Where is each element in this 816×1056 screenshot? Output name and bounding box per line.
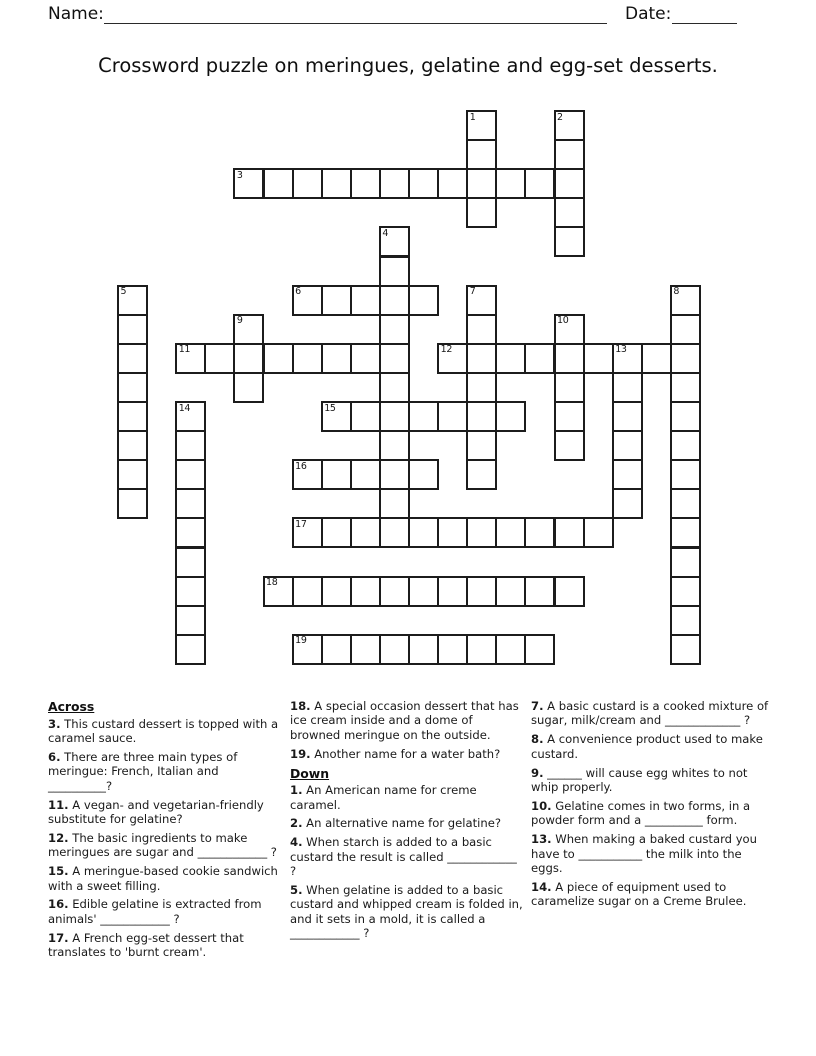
grid-cell[interactable] <box>379 517 410 548</box>
clue-text: When making a baked custard you have to ___________ the milk into the eggs. <box>531 832 757 876</box>
clue-7-down <box>531 699 773 728</box>
grid-cell[interactable] <box>379 256 410 287</box>
grid-cell[interactable] <box>321 576 352 607</box>
grid-cell[interactable] <box>379 634 410 665</box>
down-heading: Down <box>290 765 330 781</box>
clue-number: 18. <box>290 699 311 713</box>
grid-cell[interactable] <box>554 517 585 548</box>
clue-number: 11. <box>48 797 69 812</box>
grid-cell[interactable] <box>292 285 323 316</box>
grid-cell[interactable] <box>437 168 468 199</box>
clue-5-down <box>290 883 523 941</box>
grid-cell[interactable] <box>612 459 643 490</box>
grid-cell[interactable] <box>233 343 264 374</box>
grid-cell[interactable] <box>408 517 439 548</box>
grid-cell[interactable] <box>408 634 439 665</box>
grid-cell[interactable] <box>117 285 148 316</box>
grid-cell[interactable] <box>175 517 206 548</box>
clue-text: A special occasion dessert that has ice cream inside and a dome of browned meringue on the outside. <box>290 699 519 742</box>
cell-number: 11 <box>178 344 191 356</box>
grid-cell[interactable] <box>350 168 381 199</box>
grid-cell[interactable] <box>466 197 497 228</box>
grid-cell[interactable] <box>175 576 206 607</box>
clue-text: An alternative name for gelatine? <box>302 816 502 831</box>
grid-cell[interactable] <box>292 459 323 490</box>
grid-cell[interactable] <box>350 634 381 665</box>
grid-cell[interactable] <box>321 517 352 548</box>
grid-cell[interactable] <box>379 168 410 199</box>
clue-number: 7. <box>531 699 544 713</box>
cell-number: 13 <box>615 344 627 356</box>
cell-number: 18 <box>266 577 278 589</box>
grid-cell[interactable] <box>670 343 701 374</box>
grid-cell[interactable] <box>292 576 323 607</box>
clue-number: 17. <box>48 930 69 945</box>
clue-number: 2. <box>290 816 303 831</box>
grid-cell[interactable] <box>350 285 381 316</box>
clue-number: 4. <box>290 835 303 850</box>
grid-cell[interactable] <box>321 285 352 316</box>
grid-cell[interactable] <box>117 459 148 490</box>
clue-13-down <box>531 832 773 875</box>
grid-cell[interactable] <box>437 634 468 665</box>
grid-cell[interactable] <box>670 634 701 665</box>
grid-cell[interactable] <box>408 285 439 316</box>
grid-cell[interactable] <box>612 401 643 432</box>
cell-number: 17 <box>295 518 307 530</box>
grid-cell[interactable] <box>612 372 643 403</box>
across-heading: Across <box>48 699 95 714</box>
grid-cell[interactable] <box>554 226 585 257</box>
clue-number: 10. <box>531 798 552 813</box>
clue-1-down <box>290 783 523 812</box>
grid-cell[interactable] <box>321 343 352 374</box>
grid-cell[interactable] <box>670 430 701 461</box>
clue-text: The basic ingredients to make meringues are sugar and ____________ ? <box>48 830 277 860</box>
clue-2-down <box>290 816 523 830</box>
date-label: Date: <box>625 4 672 24</box>
grid-cell[interactable] <box>495 634 526 665</box>
cell-number: 4 <box>382 227 389 239</box>
grid-cell[interactable] <box>408 168 439 199</box>
grid-cell[interactable] <box>466 576 497 607</box>
grid-cell[interactable] <box>175 430 206 461</box>
clue-text: This custard dessert is topped with a caramel sauce. <box>48 716 279 745</box>
clue-9-down <box>531 766 773 795</box>
grid-cell[interactable] <box>554 168 585 199</box>
grid-cell[interactable] <box>379 488 410 519</box>
grid-cell[interactable] <box>466 110 497 141</box>
clue-number: 16. <box>48 897 69 912</box>
grid-cell[interactable] <box>117 314 148 345</box>
grid-cell[interactable] <box>554 372 585 403</box>
grid-cell[interactable] <box>554 197 585 228</box>
grid-cell[interactable] <box>466 459 497 490</box>
clue-number: 3. <box>48 716 61 731</box>
name-label: Name: <box>48 4 104 24</box>
clue-text: A convenience product used to make custard. <box>531 732 763 761</box>
grid-cell[interactable] <box>408 459 439 490</box>
grid-cell[interactable] <box>495 576 526 607</box>
cell-number: 6 <box>295 286 301 298</box>
clue-17-across <box>48 931 286 960</box>
clue-number: 14. <box>531 879 552 894</box>
cell-number: 14 <box>178 402 191 414</box>
grid-cell[interactable] <box>233 314 264 345</box>
clue-number: 12. <box>48 830 69 845</box>
grid-cell[interactable] <box>350 576 381 607</box>
grid-cell[interactable] <box>670 517 701 548</box>
clue-3-across <box>48 717 286 746</box>
clue-text: A basic custard is a cooked mixture of sugar, milk/cream and _____________ ? <box>531 699 769 728</box>
grid-cell[interactable] <box>524 576 555 607</box>
grid-cell[interactable] <box>379 372 410 403</box>
grid-cell[interactable] <box>466 139 497 170</box>
grid-cell[interactable] <box>670 314 701 345</box>
clues-column-3 <box>531 699 773 913</box>
grid-cell[interactable] <box>495 401 526 432</box>
cell-number: 12 <box>440 344 453 356</box>
grid-cell[interactable] <box>641 343 672 374</box>
grid-cell[interactable] <box>379 401 410 432</box>
grid-cell[interactable] <box>583 343 614 374</box>
puzzle-title: Crossword puzzle on meringues, gelatine and egg-set desserts. <box>98 54 718 77</box>
grid-cell[interactable] <box>466 343 497 374</box>
clue-10-down <box>531 799 773 828</box>
clue-number: 1. <box>290 783 303 798</box>
cell-number: 10 <box>557 315 569 327</box>
clue-16-across <box>48 897 286 926</box>
clue-number: 5. <box>290 883 303 898</box>
clue-text: A vegan- and vegetarian-friendly substitute for gelatine? <box>48 797 264 826</box>
clue-8-down <box>531 732 773 761</box>
grid-cell[interactable] <box>670 372 701 403</box>
grid-cell[interactable] <box>466 401 497 432</box>
grid-cell[interactable] <box>263 576 294 607</box>
grid-cell[interactable] <box>670 285 701 316</box>
grid-cell[interactable] <box>379 343 410 374</box>
grid-cell[interactable] <box>117 401 148 432</box>
clue-number: 19. <box>290 746 311 761</box>
grid-cell[interactable] <box>175 343 206 374</box>
grid-cell[interactable] <box>379 459 410 490</box>
grid-cell[interactable] <box>554 343 585 374</box>
grid-cell[interactable] <box>670 547 701 578</box>
grid-cell[interactable] <box>379 314 410 345</box>
grid-cell[interactable] <box>321 634 352 665</box>
grid-cell[interactable] <box>466 517 497 548</box>
grid-cell[interactable] <box>495 343 526 374</box>
grid-cell[interactable] <box>612 430 643 461</box>
cell-number: 15 <box>324 402 336 414</box>
grid-cell[interactable] <box>437 576 468 607</box>
clue-text: Edible gelatine is extracted from animals' ____________ ? <box>48 897 262 926</box>
grid-cell[interactable] <box>263 168 294 199</box>
grid-cell[interactable] <box>466 285 497 316</box>
cell-number: 7 <box>469 286 476 298</box>
cell-number: 19 <box>295 635 307 647</box>
grid-cell[interactable] <box>263 343 294 374</box>
grid-cell[interactable] <box>554 314 585 345</box>
clue-18-across <box>290 699 523 742</box>
clue-14-down <box>531 880 773 909</box>
clue-text: When gelatine is added to a basic custard and whipped cream is folded in, and it sets in a mold, it is called a ____________ ? <box>290 883 523 941</box>
grid-cell[interactable] <box>175 459 206 490</box>
grid-cell[interactable] <box>175 547 206 578</box>
clue-text: A piece of equipment used to caramelize sugar on a Creme Brulee. <box>531 879 747 909</box>
grid-cell[interactable] <box>175 488 206 519</box>
grid-cell[interactable] <box>292 517 323 548</box>
grid-cell[interactable] <box>175 605 206 636</box>
grid-cell[interactable] <box>175 634 206 665</box>
clues-column-1 <box>48 699 286 964</box>
grid-cell[interactable] <box>466 372 497 403</box>
grid-cell[interactable] <box>670 401 701 432</box>
grid-cell[interactable] <box>292 634 323 665</box>
clue-4-down <box>290 835 523 878</box>
cell-number: 9 <box>236 315 243 327</box>
grid-cell[interactable] <box>408 576 439 607</box>
grid-cell[interactable] <box>554 576 585 607</box>
cell-number: 5 <box>120 286 127 298</box>
grid-cell[interactable] <box>583 517 614 548</box>
cell-number: 16 <box>295 460 307 472</box>
grid-cell[interactable] <box>350 459 381 490</box>
grid-cell[interactable] <box>204 343 235 374</box>
clues-column-2 <box>290 699 523 945</box>
grid-cell[interactable] <box>321 401 352 432</box>
grid-cell[interactable] <box>117 488 148 519</box>
grid-cell[interactable] <box>554 110 585 141</box>
grid-cell[interactable] <box>292 343 323 374</box>
cell-number: 1 <box>469 111 476 123</box>
grid-cell[interactable] <box>233 372 264 403</box>
clue-text: An American name for creme caramel. <box>290 783 477 812</box>
clue-text: There are three main types of meringue: French, Italian and __________? <box>48 749 238 793</box>
clue-12-across <box>48 831 286 860</box>
grid-cell[interactable] <box>670 488 701 519</box>
cell-number: 2 <box>557 111 563 123</box>
grid-cell[interactable] <box>292 168 323 199</box>
grid-cell[interactable] <box>466 634 497 665</box>
grid-cell[interactable] <box>612 343 643 374</box>
cell-number: 3 <box>236 169 243 181</box>
grid-cell[interactable] <box>466 314 497 345</box>
grid-cell[interactable] <box>117 343 148 374</box>
grid-cell[interactable] <box>670 605 701 636</box>
clue-number: 6. <box>48 749 61 764</box>
clue-number: 13. <box>531 832 552 847</box>
clue-text: When starch is added to a basic custard the result is called ____________ ? <box>290 835 517 879</box>
grid-cell[interactable] <box>350 343 381 374</box>
grid-cell[interactable] <box>495 168 526 199</box>
clue-number: 8. <box>531 732 544 747</box>
grid-cell[interactable] <box>554 401 585 432</box>
grid-cell[interactable] <box>379 285 410 316</box>
grid-cell[interactable] <box>554 430 585 461</box>
grid-cell[interactable] <box>379 226 410 257</box>
grid-cell[interactable] <box>524 168 555 199</box>
grid-cell[interactable] <box>524 634 555 665</box>
cell-number: 8 <box>673 286 680 298</box>
clue-number: 9. <box>531 765 544 780</box>
grid-cell[interactable] <box>495 517 526 548</box>
clue-15-across <box>48 864 286 893</box>
clue-text: Gelatine comes in two forms, in a powder form and a __________ form. <box>531 798 751 828</box>
grid-cell[interactable] <box>117 372 148 403</box>
grid-cell[interactable] <box>524 517 555 548</box>
grid-cell[interactable] <box>437 343 468 374</box>
grid-cell[interactable] <box>524 343 555 374</box>
clue-number: 15. <box>48 864 69 879</box>
grid-cell[interactable] <box>233 168 264 199</box>
grid-cell[interactable] <box>437 401 468 432</box>
clue-text: A French egg-set dessert that translates to 'burnt cream'. <box>48 930 244 960</box>
grid-cell[interactable] <box>670 459 701 490</box>
grid-cell[interactable] <box>321 459 352 490</box>
grid-cell[interactable] <box>466 168 497 199</box>
clue-text: ______ will cause egg whites to not whip properly. <box>531 765 748 795</box>
clue-text: Another name for a water bath? <box>310 746 501 761</box>
grid-cell[interactable] <box>554 139 585 170</box>
grid-cell[interactable] <box>175 401 206 432</box>
grid-cell[interactable] <box>379 576 410 607</box>
grid-cell[interactable] <box>408 401 439 432</box>
grid-cell[interactable] <box>670 576 701 607</box>
grid-cell[interactable] <box>350 517 381 548</box>
clue-11-across <box>48 798 286 827</box>
grid-cell[interactable] <box>350 401 381 432</box>
clue-6-across <box>48 750 286 793</box>
grid-cell[interactable] <box>466 430 497 461</box>
clue-text: A meringue-based cookie sandwich with a sweet filling. <box>48 864 278 893</box>
clue-19-across <box>290 747 523 761</box>
grid-cell[interactable] <box>437 517 468 548</box>
grid-cell[interactable] <box>321 168 352 199</box>
grid-cell[interactable] <box>379 430 410 461</box>
grid-cell[interactable] <box>117 430 148 461</box>
grid-cell[interactable] <box>612 488 643 519</box>
